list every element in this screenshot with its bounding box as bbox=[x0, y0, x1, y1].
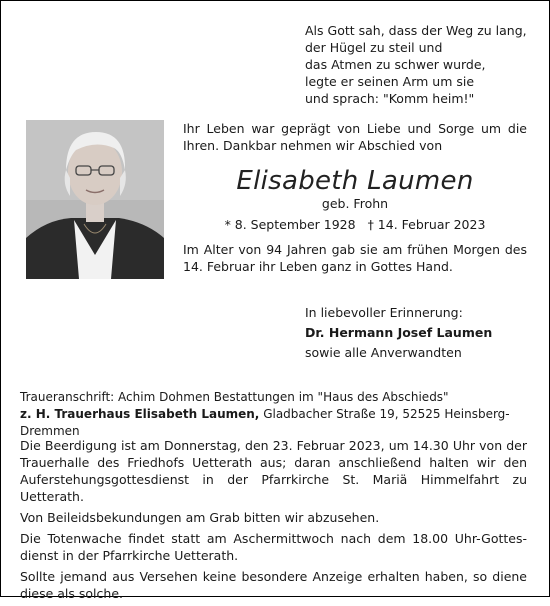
other-mourners: sowie alle Anverwandten bbox=[305, 345, 462, 360]
poem-line: Als Gott sah, dass der Weg zu lang, bbox=[305, 23, 527, 38]
poem-line: das Atmen zu schwer wurde, bbox=[305, 57, 486, 72]
birth-date: * 8. September 1928 bbox=[224, 217, 356, 232]
memory-heading: In liebevoller Erinnerung: bbox=[305, 305, 463, 320]
mourning-address bbox=[20, 389, 550, 440]
funeral-paragraph: Von Beileidsbekundungen am Grab bitten wir abzusehen. bbox=[20, 510, 380, 525]
address-line-1: Traueranschrift: Achim Dohmen Bestattungen im "Haus des Abschieds" bbox=[20, 390, 449, 404]
address-street: Gladbacher Straße 19, 52525 Heinsberg-Dremmen bbox=[20, 407, 510, 438]
funeral-paragraph: Sollte jemand aus Versehen keine besondere Anzeige erhalten haben, so diene diese als solche. bbox=[20, 569, 527, 601]
address-line-2 bbox=[20, 406, 550, 440]
birth-name: geb. Frohn bbox=[321, 196, 389, 211]
deceased-name: Elisabeth Laumen bbox=[236, 166, 474, 196]
mourners-block bbox=[305, 303, 492, 363]
death-date: † 14. Februar 2023 bbox=[367, 217, 486, 232]
poem-line: und sprach: "Komm heim!" bbox=[305, 91, 475, 106]
mourner-name: Dr. Hermann Josef Laumen bbox=[305, 325, 493, 340]
funeral-details bbox=[20, 437, 527, 606]
funeral-paragraph: Die Totenwache findet statt am Aschermittwoch nach dem 18.00 Uhr-Gottesdienst in der Pfarrkirche Uetterath. bbox=[20, 531, 527, 563]
poem bbox=[305, 22, 527, 107]
address-recipient: z. H. Trauerhaus Elisabeth Laumen, bbox=[20, 407, 260, 421]
age-text: Im Alter von 94 Jahren gab sie am frühen Morgen des 14. Februar ihr Leben ganz in Gottes Hand. bbox=[183, 242, 527, 274]
poem-line: legte er seinen Arm um sie bbox=[305, 74, 475, 89]
intro-text: Ihr Leben war geprägt von Liebe und Sorge um die Ihren. Dankbar nehmen wir Abschied von bbox=[183, 121, 527, 153]
poem-line: der Hügel zu steil und bbox=[305, 40, 443, 55]
life-dates bbox=[183, 217, 527, 233]
portrait-photo bbox=[26, 120, 164, 279]
funeral-paragraph: Die Beerdigung ist am Donnerstag, den 23. Februar 2023, um 14.30 Uhr von der Trauerhalle des Friedhofs Uetterath aus; daran anschließend halten wir den Auferstehungsgottesdienst in der Pfarrkirche St. Mariä Himmelfahrt zu Uetterath. bbox=[20, 438, 527, 504]
